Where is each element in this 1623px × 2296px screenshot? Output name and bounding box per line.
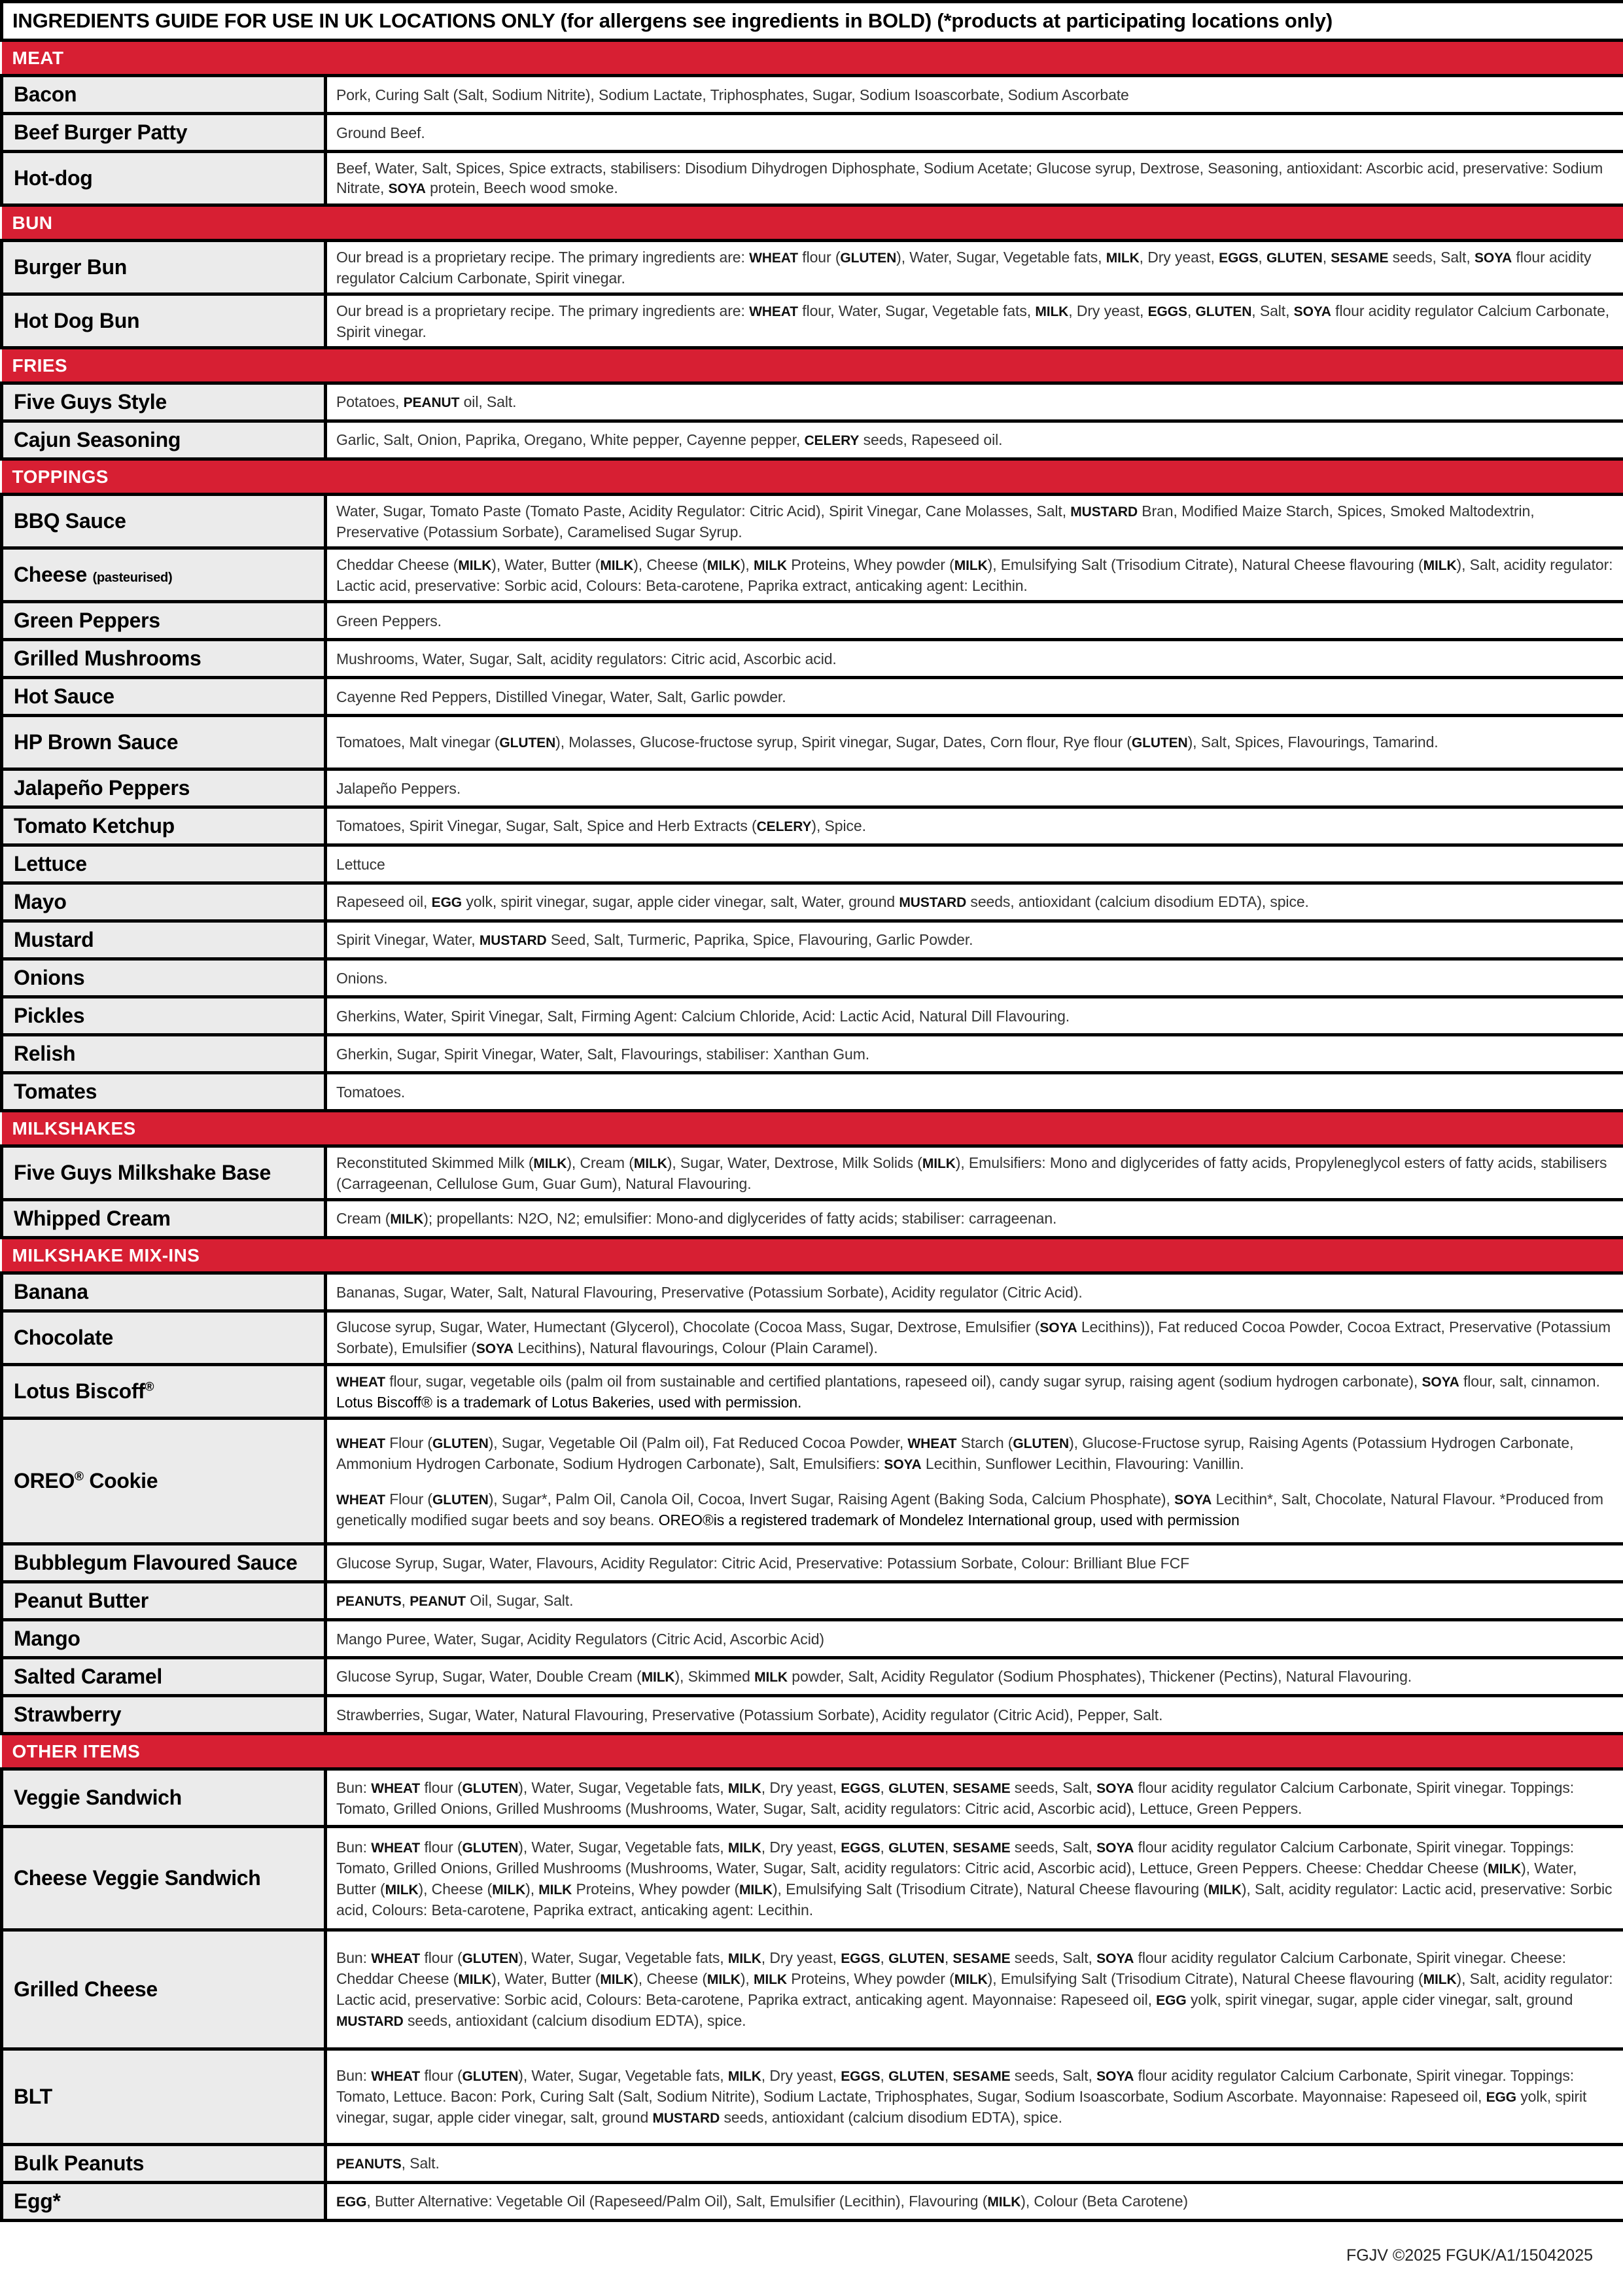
item-name: Relish [2, 1035, 326, 1073]
table-row-mango [2, 1620, 1623, 1658]
item-name: Burger Bun [2, 241, 326, 294]
ingredients-text: Rapeseed oil, EGG yolk, spirit vinegar, sugar, apple cider vinegar, salt, Water, ground MUSTARD seeds, antioxidant (calcium disodium EDTA), spice. [326, 883, 1623, 921]
section-header-toppings: TOPPINGS [2, 459, 1623, 495]
item-name: Five Guys Style [2, 383, 326, 421]
ingredients-text: Tomatoes. [326, 1073, 1623, 1111]
ingredients-text: Mango Puree, Water, Sugar, Acidity Regulators (Citric Acid, Ascorbic Acid) [326, 1620, 1623, 1658]
footer-code: FGJV ©2025 FGUK/A1/15042025 [1346, 2246, 1593, 2265]
ingredients-text: Our bread is a proprietary recipe. The primary ingredients are: WHEAT flour, Water, Sugar, Vegetable fats, MILK, Dry yeast, EGGS, GLUTEN, Salt, SOYA flour acidity regulator Calcium Carbonate, Spirit vinegar. [326, 294, 1623, 348]
table-row-hot-sauce [2, 678, 1623, 716]
table-row-mustard [2, 921, 1623, 959]
table-row-pickles [2, 997, 1623, 1035]
ingredients-text: WHEAT flour, sugar, vegetable oils (palm oil from sustainable and certified plantations, rapeseed oil), candy sugar syrup, raising agent (sodium hydrogen carbonate), SOYA flour, salt, cinnamon. Lotus Biscoff® is a trademark of Lotus Bakeries, used with permission. [326, 1365, 1623, 1419]
ingredients-text: Potatoes, PEANUT oil, Salt. [326, 383, 1623, 421]
item-name: HP Brown Sauce [2, 716, 326, 769]
ingredients-text: Bun: WHEAT flour (GLUTEN), Water, Sugar, Vegetable fats, MILK, Dry yeast, EGGS, GLUTEN, SESAME seeds, Salt, SOYA flour acidity regulator Calcium Carbonate, Spirit vinegar. Toppings: Tomato, Grilled Onions, Grilled Mushrooms (Mushrooms, Water, Sugar, Salt, acidity regulators: Citric acid, Ascorbic acid), Lettuce, Green Peppers. [326, 1769, 1623, 1827]
ingredients-text: PEANUTS, Salt. [326, 2145, 1623, 2183]
section-header-mixins: MILKSHAKE MIX-INS [2, 1238, 1623, 1273]
item-name: Bacon [2, 76, 326, 114]
ingredients-text: Bun: WHEAT flour (GLUTEN), Water, Sugar, Vegetable fats, MILK, Dry yeast, EGGS, GLUTEN, SESAME seeds, Salt, SOYA flour acidity regulator Calcium Carbonate, Spirit vinegar. Toppings: Tomato, Grilled Onions, Grilled Mushrooms (Mushrooms, Water, Sugar, Salt, acidity regulators: Citric acid, Ascorbic acid), Lettuce, Green Peppers. Cheese: Cheddar Cheese (MILK), Water, Butter (MILK), Cheese (MILK), MILK Proteins, Whey powder (MILK), Emulsifying Salt (Trisodium Citrate), Natural Cheese flavouring (MILK), Salt, acidity regulator: Lactic acid, preservative: Sorbic acid, Colours: Beta-carotene, Paprika extract, anticaking agent: Lecithin. [326, 1827, 1623, 1930]
table-row-onions [2, 959, 1623, 997]
item-name: Salted Caramel [2, 1658, 326, 1696]
table-row-salted-caramel [2, 1658, 1623, 1696]
table-row-hot-dog-bun [2, 294, 1623, 348]
item-name: Egg* [2, 2183, 326, 2221]
table-row-tomatoes [2, 1073, 1623, 1111]
ingredients-text: Pork, Curing Salt (Salt, Sodium Nitrite), Sodium Lactate, Triphosphates, Sugar, Sodium Isoascorbate, Sodium Ascorbate [326, 76, 1623, 114]
ingredients-text: Bun: WHEAT flour (GLUTEN), Water, Sugar, Vegetable fats, MILK, Dry yeast, EGGS, GLUTEN, SESAME seeds, Salt, SOYA flour acidity regulator Calcium Carbonate, Spirit vinegar. Toppings: Tomato, Lettuce. Bacon: Pork, Curing Salt (Salt, Sodium Nitrite), Sodium Lactate, Triphosphates, Sugar, Sodium Isoascorbate, Sodium Ascorbate. Mayonnaise: Rapeseed oil, EGG yolk, spirit vinegar, sugar, apple cider vinegar, salt, ground MUSTARD seeds, antioxidant (calcium disodium EDTA), spice. [326, 2049, 1623, 2145]
ingredients-text: WHEAT Flour (GLUTEN), Sugar, Vegetable Oil (Palm oil), Fat Reduced Cocoa Powder, WHEAT Starch (GLUTEN), Glucose-Fructose syrup, Raising Agents (Potassium Hydrogen Carbonate, Ammonium Hydrogen Carbonate, Sodium Hydrogen Carbonate), Salt, Emulsifiers: SOYA Lecithin, Sunflower Lecithin, Flavouring: Vanillin. WHEAT Flour (GLUTEN), Sugar*, Palm Oil, Canola Oil, Cocoa, Invert Sugar, Raising Agent (Baking Soda, Calcium Phosphate), SOYA Lecithin*, Salt, Chocolate, Natural Flavour. *Produced from genetically modified sugar beets and soy beans. OREO®is a registered trademark of Mondelez International group, used with permission [326, 1419, 1623, 1544]
ingredients-text: Garlic, Salt, Onion, Paprika, Oregano, White pepper, Cayenne pepper, CELERY seeds, Rapeseed oil. [326, 421, 1623, 459]
item-name: Bulk Peanuts [2, 2145, 326, 2183]
table-row-hotdog [2, 152, 1623, 205]
item-name: Peanut Butter [2, 1582, 326, 1620]
item-name: Veggie Sandwich [2, 1769, 326, 1827]
section-header-meat: MEAT [2, 41, 1623, 76]
ingredients-text: Beef, Water, Salt, Spices, Spice extracts, stabilisers: Disodium Dihydrogen Diphosphate, Sodium Acetate; Glucose syrup, Dextrose, Seasoning, antioxidant: Ascorbic acid, preservative: Sodium Nitrate, SOYA protein, Beech wood smoke. [326, 152, 1623, 205]
item-name: Strawberry [2, 1696, 326, 1734]
table-row-chocolate [2, 1311, 1623, 1365]
ingredients-text: Gherkins, Water, Spirit Vinegar, Salt, Firming Agent: Calcium Chloride, Acid: Lactic Acid, Natural Dill Flavouring. [326, 997, 1623, 1035]
item-name: Hot Sauce [2, 678, 326, 716]
table-row-mushrooms [2, 640, 1623, 678]
item-name: Cajun Seasoning [2, 421, 326, 459]
section-header-milkshakes: MILKSHAKES [2, 1111, 1623, 1146]
table-row-shake-base [2, 1146, 1623, 1200]
table-row-biscoff [2, 1365, 1623, 1419]
item-name: Cheese (pasteurised) [2, 548, 326, 602]
table-row-oreo [2, 1419, 1623, 1544]
table-row-lettuce [2, 845, 1623, 883]
item-name: Cheese Veggie Sandwich [2, 1827, 326, 1930]
ingredients-text: Bun: WHEAT flour (GLUTEN), Water, Sugar, Vegetable fats, MILK, Dry yeast, EGGS, GLUTEN, SESAME seeds, Salt, SOYA flour acidity regulator Calcium Carbonate, Spirit vinegar. Cheese: Cheddar Cheese (MILK), Water, Butter (MILK), Cheese (MILK), MILK Proteins, Whey powder (MILK), Emulsifying Salt (Trisodium Citrate), Natural Cheese flavouring (MILK), Salt, acidity regulator: Lactic acid, preservative: Sorbic acid, Colours: Beta-carotene, Paprika extract, anticaking agent. Mayonnaise: Rapeseed oil, EGG yolk, spirit vinegar, sugar, apple cider vinegar, salt, ground MUSTARD seeds, antioxidant (calcium disodium EDTA), spice. [326, 1930, 1623, 2049]
table-row-cajun [2, 421, 1623, 459]
item-name: Lotus Biscoff® [2, 1365, 326, 1419]
table-row-relish [2, 1035, 1623, 1073]
ingredients-text: Green Peppers. [326, 602, 1623, 640]
ingredients-text: Glucose Syrup, Sugar, Water, Flavours, Acidity Regulator: Citric Acid, Preservative: Potassium Sorbate, Colour: Brilliant Blue FCF [326, 1544, 1623, 1582]
item-name: OREO® Cookie [2, 1419, 326, 1544]
ingredients-text: Our bread is a proprietary recipe. The primary ingredients are: WHEAT flour (GLUTEN), Water, Sugar, Vegetable fats, MILK, Dry yeast, EGGS, GLUTEN, SESAME seeds, Salt, SOYA flour acidity regulator Calcium Carbonate, Spirit vinegar. [326, 241, 1623, 294]
item-name: Grilled Mushrooms [2, 640, 326, 678]
section-header-fries: FRIES [2, 348, 1623, 383]
item-name: Whipped Cream [2, 1200, 326, 1238]
table-row-hp-sauce [2, 716, 1623, 769]
table-row-cheese-veggie [2, 1827, 1623, 1930]
item-name: Chocolate [2, 1311, 326, 1365]
item-name: Grilled Cheese [2, 1930, 326, 2049]
table-row-peanut-butter [2, 1582, 1623, 1620]
item-name: Tomato Ketchup [2, 807, 326, 845]
item-name: Bubblegum Flavoured Sauce [2, 1544, 326, 1582]
table-row-strawberry [2, 1696, 1623, 1734]
table-row-burger-bun [2, 241, 1623, 294]
item-name: BLT [2, 2049, 326, 2145]
ingredients-text: Cayenne Red Peppers, Distilled Vinegar, Water, Salt, Garlic powder. [326, 678, 1623, 716]
item-name: Onions [2, 959, 326, 997]
table-row-jalapeno [2, 769, 1623, 807]
ingredients-text: Reconstituted Skimmed Milk (MILK), Cream (MILK), Sugar, Water, Dextrose, Milk Solids (MILK), Emulsifiers: Mono and diglycerides of fatty acids, Propyleneglycol esters of fatty acids, stabilisers (Carrageenan, Cellulose Gum, Guar Gum), Natural Flavouring. [326, 1146, 1623, 1200]
ingredients-text: EGG, Butter Alternative: Vegetable Oil (Rapeseed/Palm Oil), Salt, Emulsifier (Lecithin), Flavouring (MILK), Colour (Beta Carotene) [326, 2183, 1623, 2221]
table-row-ketchup [2, 807, 1623, 845]
ingredients-text: Tomatoes, Spirit Vinegar, Sugar, Salt, Spice and Herb Extracts (CELERY), Spice. [326, 807, 1623, 845]
page-title: INGREDIENTS GUIDE FOR USE IN UK LOCATIONS ONLY (for allergens see ingredients in BOLD) (*products at participating locations only) [2, 2, 1623, 41]
table-row-veggie [2, 1769, 1623, 1827]
table-row-five-guys-style [2, 383, 1623, 421]
item-name: Beef Burger Patty [2, 114, 326, 152]
ingredients-text: Strawberries, Sugar, Water, Natural Flavouring, Preservative (Potassium Sorbate), Acidity regulator (Citric Acid), Pepper, Salt. [326, 1696, 1623, 1734]
ingredients-text: Jalapeño Peppers. [326, 769, 1623, 807]
table-row-cheese [2, 548, 1623, 602]
item-name: Hot-dog [2, 152, 326, 205]
item-name: Hot Dog Bun [2, 294, 326, 348]
table-row-blt [2, 2049, 1623, 2145]
ingredients-text: Onions. [326, 959, 1623, 997]
ingredients-text: Mushrooms, Water, Sugar, Salt, acidity regulators: Citric acid, Ascorbic acid. [326, 640, 1623, 678]
ingredients-text: Tomatoes, Malt vinegar (GLUTEN), Molasses, Glucose-fructose syrup, Spirit vinegar, Sugar, Dates, Corn flour, Rye flour (GLUTEN), Salt, Spices, Flavourings, Tamarind. [326, 716, 1623, 769]
table-row-bulk-peanuts [2, 2145, 1623, 2183]
ingredients-text: Cream (MILK); propellants: N2O, N2; emulsifier: Mono-and diglycerides of fatty acids; stabiliser: carrageenan. [326, 1200, 1623, 1238]
ingredients-text: Cheddar Cheese (MILK), Water, Butter (MILK), Cheese (MILK), MILK Proteins, Whey powder (MILK), Emulsifying Salt (Trisodium Citrate), Natural Cheese flavouring (MILK), Salt, acidity regulator: Lactic acid, preservative: Sorbic acid, Colours: Beta-carotene, Paprika extract, anticaking agent: Lecithin. [326, 548, 1623, 602]
ingredients-text: Spirit Vinegar, Water, MUSTARD Seed, Salt, Turmeric, Paprika, Spice, Flavouring, Garlic Powder. [326, 921, 1623, 959]
ingredients-text: Glucose Syrup, Sugar, Water, Double Cream (MILK), Skimmed MILK powder, Salt, Acidity Regulator (Sodium Phosphates), Thickener (Pectins), Natural Flavouring. [326, 1658, 1623, 1696]
ingredients-text: Gherkin, Sugar, Spirit Vinegar, Water, Salt, Flavourings, stabiliser: Xanthan Gum. [326, 1035, 1623, 1073]
item-name: Green Peppers [2, 602, 326, 640]
table-row-green-peppers [2, 602, 1623, 640]
item-name: Banana [2, 1273, 326, 1311]
ingredients-text: Bananas, Sugar, Water, Salt, Natural Flavouring, Preservative (Potassium Sorbate), Acidity regulator (Citric Acid). [326, 1273, 1623, 1311]
item-name: BBQ Sauce [2, 495, 326, 548]
ingredients-text: Lettuce [326, 845, 1623, 883]
table-row-grilled-cheese [2, 1930, 1623, 2049]
item-name: Jalapeño Peppers [2, 769, 326, 807]
table-row-bacon [2, 76, 1623, 114]
section-header-other: OTHER ITEMS [2, 1734, 1623, 1769]
table-row-whipped-cream [2, 1200, 1623, 1238]
item-name: Mustard [2, 921, 326, 959]
ingredients-text: Ground Beef. [326, 114, 1623, 152]
ingredients-text: Glucose syrup, Sugar, Water, Humectant (Glycerol), Chocolate (Cocoa Mass, Sugar, Dextrose, Emulsifier (SOYA Lecithins)), Fat reduced Cocoa Powder, Cocoa Extract, Preservative (Potassium Sorbate), Emulsifier (SOYA Lecithins), Natural flavourings, Colour (Plain Caramel). [326, 1311, 1623, 1365]
table-row-egg [2, 2183, 1623, 2221]
table-row-patty [2, 114, 1623, 152]
item-name: Five Guys Milkshake Base [2, 1146, 326, 1200]
item-name: Mayo [2, 883, 326, 921]
item-name: Mango [2, 1620, 326, 1658]
ingredients-text: Water, Sugar, Tomato Paste (Tomato Paste, Acidity Regulator: Citric Acid), Spirit Vinegar, Cane Molasses, Salt, MUSTARD Bran, Modified Maize Starch, Spices, Smoked Maltodextrin, Preservative (Potassium Sorbate), Caramelised Sugar Syrup. [326, 495, 1623, 548]
section-header-bun: BUN [2, 205, 1623, 241]
table-row-bbq [2, 495, 1623, 548]
item-name: Tomates [2, 1073, 326, 1111]
table-row-banana [2, 1273, 1623, 1311]
table-row-mayo [2, 883, 1623, 921]
table-row-bubblegum [2, 1544, 1623, 1582]
ingredients-text: PEANUTS, PEANUT Oil, Sugar, Salt. [326, 1582, 1623, 1620]
item-name: Lettuce [2, 845, 326, 883]
item-name: Pickles [2, 997, 326, 1035]
